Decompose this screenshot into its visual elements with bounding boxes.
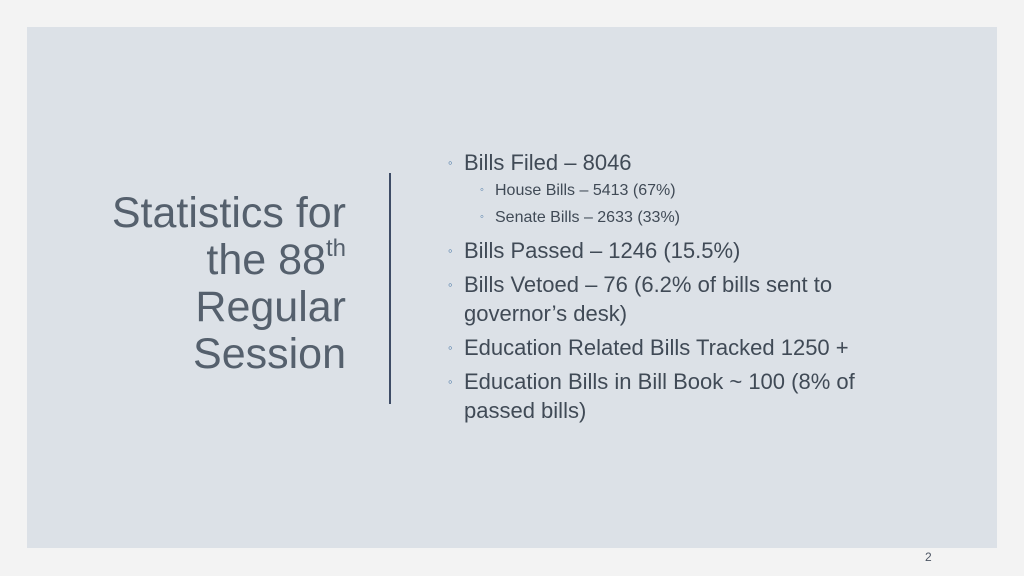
title-superscript: th (325, 235, 346, 262)
circle-bullet-icon: ◦ (448, 155, 453, 170)
title-line-1: Statistics for (111, 189, 346, 237)
title-line-2 (46, 237, 346, 284)
bullet-item-education-bill-book (448, 367, 918, 425)
sub-bullet-text: House Bills – 5413 (67%) (495, 182, 676, 199)
bullet-item-bills-filed (448, 148, 918, 231)
bullet-text: Education Related Bills Tracked 1250 + (464, 335, 849, 360)
circle-bullet-icon: ◦ (448, 340, 453, 355)
bullet-text: Bills Vetoed – 76 (6.2% of bills sent to governor’s desk) (464, 272, 833, 326)
title-line-2-text: the 88 (206, 236, 326, 284)
sub-bullet-text: Senate Bills – 2633 (33%) (495, 209, 680, 226)
vertical-divider (389, 173, 391, 404)
page-number: 2 (925, 550, 932, 564)
bullet-item-bills-vetoed (448, 270, 918, 328)
circle-bullet-icon: ◦ (448, 243, 453, 258)
bullet-text: Bills Filed – 8046 (464, 150, 632, 175)
circle-bullet-icon: ◦ (480, 184, 484, 196)
circle-bullet-icon: ◦ (448, 277, 453, 292)
circle-bullet-icon: ◦ (448, 374, 453, 389)
slide-title (46, 190, 346, 378)
sub-bullet-list (480, 177, 918, 231)
bullet-text: Bills Passed – 1246 (15.5%) (464, 238, 741, 263)
bullet-item-education-tracked (448, 333, 918, 362)
circle-bullet-icon: ◦ (480, 211, 484, 223)
sub-bullet-senate-bills (480, 204, 918, 231)
title-line-4: Session (193, 330, 346, 378)
bullet-text: Education Bills in Bill Book ~ 100 (8% of passed bills) (464, 369, 855, 423)
bullet-list (448, 148, 918, 430)
sub-bullet-house-bills (480, 177, 918, 204)
bullet-item-bills-passed (448, 236, 918, 265)
title-line-3: Regular (195, 283, 346, 331)
